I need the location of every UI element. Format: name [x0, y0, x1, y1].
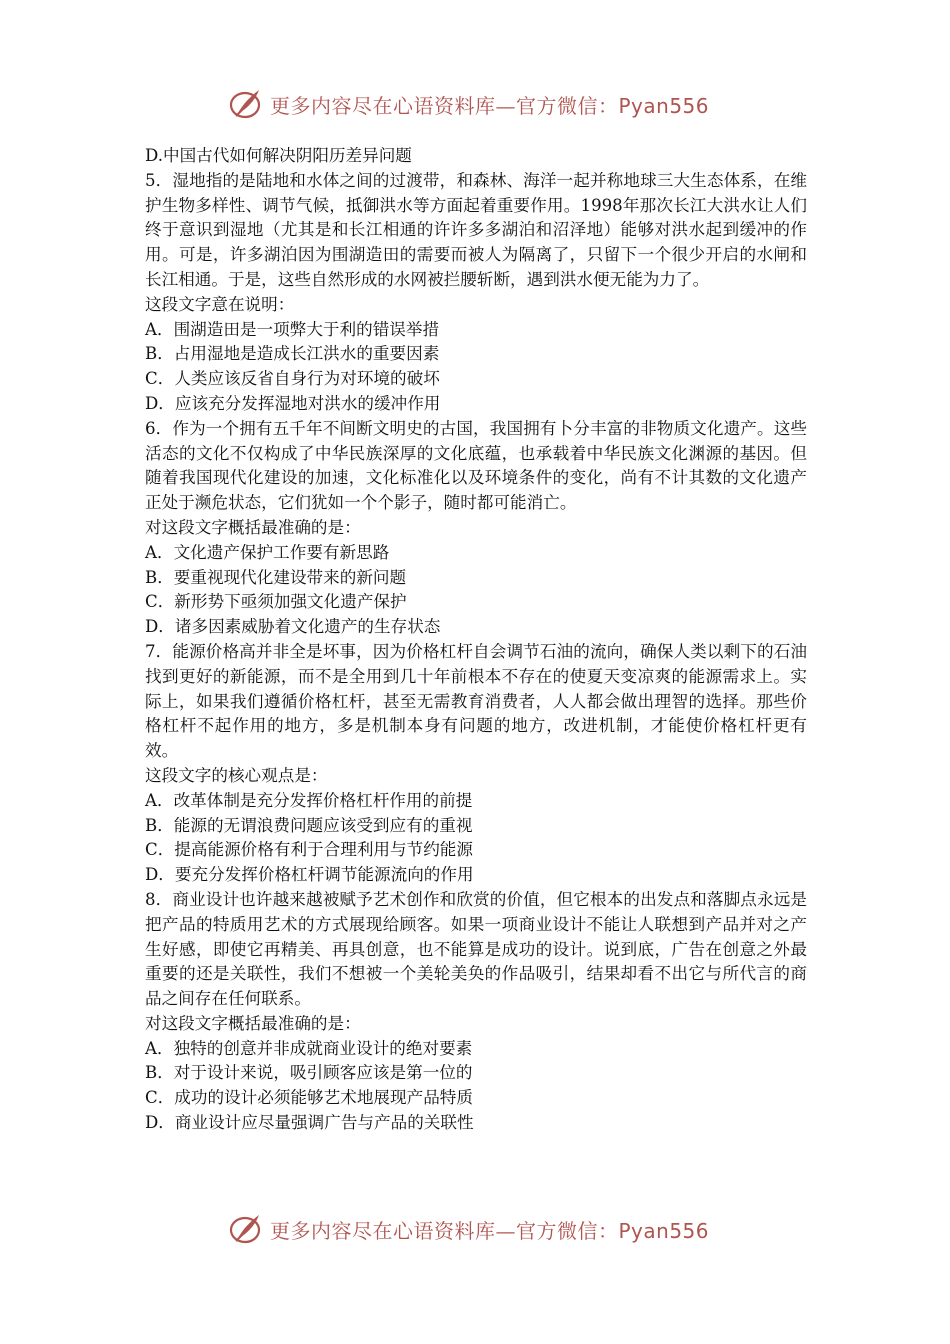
option-c: C．新形势下亟须加强文化遗产保护 — [145, 592, 407, 612]
question-7 — [145, 640, 807, 888]
option-c: C．人类应该反省自身行为对环境的破坏 — [145, 369, 440, 389]
question-prompt: 对这段文字概括最准确的是： — [145, 1013, 361, 1033]
header-banner — [228, 84, 709, 124]
option-c: C．成功的设计必须能够艺术地展现产品特质 — [145, 1088, 473, 1108]
question-8 — [145, 888, 807, 1136]
option-a: A．独特的创意并非成就商业设计的绝对要素 — [145, 1038, 473, 1058]
option-b: B．对于设计来说，吸引顾客应该是第一位的 — [145, 1063, 473, 1083]
option-b: B．要重视现代化建设带来的新问题 — [145, 567, 407, 587]
option-b: B．占用湿地是造成长江洪水的重要因素 — [145, 344, 440, 364]
intro-option: D.中国古代如何解决阴阳历差异问题 — [145, 146, 412, 165]
quill-pen-icon — [228, 1211, 264, 1247]
question-stem: 5．湿地指的是陆地和水体之间的过渡带，和森林、海洋一起并称地球三大生态体系，在维护生物多样性、调节气候，抵御洪水等方面起着重要作用。1998年那次长江大洪水让人们终于意识到湿地（尤其是和长江相通的许许多多湖泊和沼泽地）能够对洪水起到缓冲的作用。可是，许多湖泊因为围湖造田的需要而被人为隔离了，只留下一个很少开启的水闸和长江相通。于是，这些自然形成的水网被拦腰斩断，遇到洪水便无能为力了。 — [145, 170, 807, 289]
option-d: D．应该充分发挥湿地对洪水的缓冲作用 — [145, 393, 441, 413]
banner-wechat: Pyan556 — [618, 93, 710, 118]
banner-slogan: 更多内容尽在心语资料库—官方微信： — [270, 1218, 619, 1243]
footer-banner — [228, 1209, 709, 1249]
option-a: A．围湖造田是一项弊大于利的错误举措 — [145, 319, 440, 339]
document-body — [145, 144, 807, 1136]
question-5 — [145, 169, 807, 417]
banner-text — [270, 90, 709, 119]
banner-wechat: Pyan556 — [618, 1218, 710, 1243]
option-d: D．要充分发挥价格杠杆调节能源流向的作用 — [145, 865, 474, 885]
question-prompt: 这段文字的核心观点是： — [145, 765, 328, 785]
question-stem: 8．商业设计也许越来越被赋予艺术创作和欣赏的价值，但它根本的出发点和落脚点永远是把产品的特质用艺术的方式展现给顾客。如果一项商业设计不能让人联想到产品并对之产生好感，即使它再精美、再具创意，也不能算是成功的设计。说到底，广告在创意之外最重要的还是关联性，我们不想被一个美轮美奂的作品吸引，结果却看不出它与所代言的商品之间存在任何联系。 — [145, 889, 807, 1009]
option-a: A．文化遗产保护工作要有新思路 — [145, 542, 390, 562]
question-prompt: 对这段文字概括最准确的是： — [145, 517, 361, 537]
option-c: C．提高能源价格有利于合理利用与节约能源 — [145, 840, 473, 860]
option-d: D．商业设计应尽量强调广告与产品的关联性 — [145, 1113, 474, 1133]
option-a: A．改革体制是充分发挥价格杠杆作用的前提 — [145, 790, 473, 810]
question-stem: 7．能源价格高并非全是坏事，因为价格杠杆自会调节石油的流向，确保人类以剩下的石油找到更好的新能源，而不是全用到几十年前根本不存在的使夏天变凉爽的能源需求上。实际上，如果我们遵循价格杠杆，甚至无需教育消费者，人人都会做出理智的选择。那些价格杠杆不起作用的地方，多是机制本身有问题的地方，改进机制，才能使价格杠杆更有效。 — [145, 641, 807, 761]
banner-slogan: 更多内容尽在心语资料库—官方微信： — [270, 93, 619, 118]
question-stem: 6．作为一个拥有五千年不间断文明史的古国，我国拥有卜分丰富的非物质文化遗产。这些活态的文化不仅构成了中华民族深厚的文化底蕴，也承载着中华民族文化渊源的基因。但随着我国现代化建设的加速，文化标准化以及环境条件的变化，尚有不计其数的文化遗产正处于濒危状态，它们犹如一个个影子，随时都可能消亡。 — [145, 418, 807, 513]
question-6 — [145, 417, 807, 640]
quill-pen-icon — [228, 86, 264, 122]
option-b: B．能源的无谓浪费问题应该受到应有的重视 — [145, 815, 473, 835]
option-d: D．诸多因素威胁着文化遗产的生存状态 — [145, 617, 441, 637]
question-prompt: 这段文字意在说明： — [145, 294, 295, 314]
banner-text — [270, 1215, 709, 1244]
